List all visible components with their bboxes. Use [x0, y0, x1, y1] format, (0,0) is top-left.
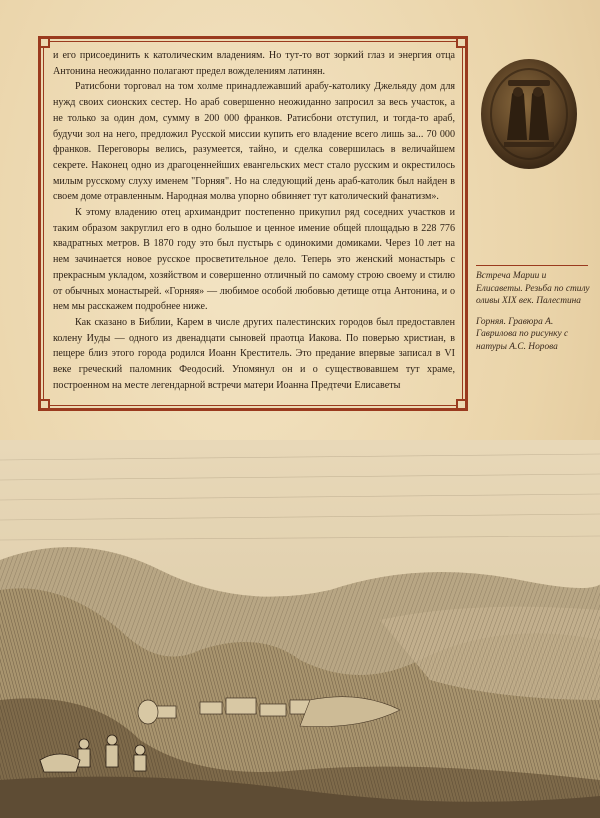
engraving-landscape-image	[0, 440, 600, 818]
engraving-caption: Горняя. Гравюра А. Гаврилова по рисунку с натуры А.С. Норова	[476, 316, 569, 352]
frame-corner-ornament	[38, 399, 50, 411]
paragraph-1: и его присоединить к католическим владениям. Но тут-то вот зоркий глаз и энергия отца Антонина неожиданно полагают предел вожделениям латинян.	[53, 50, 455, 77]
caption-divider	[476, 265, 588, 266]
frame-corner-ornament	[456, 36, 468, 48]
captions-column	[476, 265, 594, 362]
paragraph-4: Как сказано в Библии, Карем в числе других палестинских городов был предоставлен колену Иуды — одного из двенадцати сыновей праотца Иакова. По поверью христиан, в пещере близ этого города родился Иоанн Креститель. Это предание впервые записал в VI веке греческий паломник Феодосий. Упомянул он и о существовавшем тут храме, построенном на месте легендарной встречи матери Иоанна Предтечи Елисаветы	[53, 316, 455, 391]
carved-seal-image	[478, 54, 580, 172]
paragraph-3: К этому владению отец архимандрит постепенно прикупил ряд соседних участков и таким образом закруглил его в одно большое и ценное имение общей площадью в 228 776 квадратных метров. В 1870 году это был пустырь с одинокими домиками. Через 10 лет на нем зачинается новое русское просветительное дело. Теперь это женский монастырь с прекрасным укладом, хозяйством и совершенно отличный по самому строю своему и стилю от обычных монастырей. «Горняя» — любимое особой любовью детище отца Антонина, и о нем мы расскажем подробнее ниже.	[53, 207, 455, 313]
frame-corner-ornament	[456, 399, 468, 411]
frame-corner-ornament	[38, 36, 50, 48]
seal-caption: Встреча Марии и Елисаветы. Резьба по стилу оливы XIX век. Палестина	[476, 271, 590, 307]
text-frame	[38, 36, 468, 411]
paragraph-2: Ратисбони торговал на том холме принадлежавший арабу-католику Джельяду дом для нужд своих сионских сестер. Но араб совершенно неожиданно запросил за весь участок, а не только за один дом, сумму в 200 000 франков. Ратисбони отступил, и тогда-то араб, будучи зол на него, предложил Русской миссии купить его владение всего лишь за... 70 000 франков. Переговоры велись, разумеется, тайно, и сделка совершилась в величайшем секрете. Наконец одно из драгоценнейших евангельских мест стало русским и окрестилось милым русскому слуху именем "Горняя". Но на следующий день араб-католик был найден в своем доме отравленным. Народная молва упорно обвиняет тут католический фанатизм».	[53, 81, 455, 203]
